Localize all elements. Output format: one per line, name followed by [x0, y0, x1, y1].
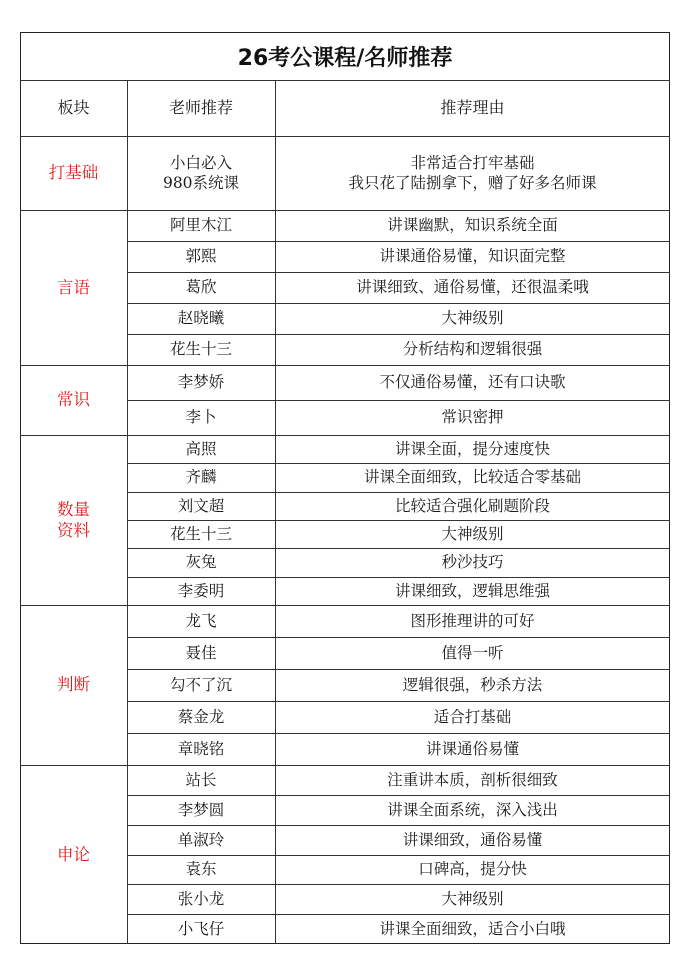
recommend-reason: 讲课全面细致，比较适合零基础	[363, 468, 581, 487]
teacher-name: 郭熙	[185, 247, 217, 266]
recommend-reason: 口碑高，提分快	[418, 860, 527, 879]
teacher-name: 赵晓曦	[177, 309, 225, 328]
teacher-name: 高照	[185, 440, 217, 459]
section-label: 数量 资料	[57, 499, 90, 540]
recommend-reason: 图形推理讲的可好	[410, 611, 535, 630]
teacher-name: 站长	[185, 770, 217, 789]
recommend-reason: 值得一听	[441, 643, 504, 662]
recommend-reason: 讲课幽默，知识系统全面	[387, 216, 558, 235]
recommend-reason: 大神级别	[441, 525, 504, 544]
recommend-reason: 不仅通俗易懂，还有口诀歌	[379, 373, 566, 392]
teacher-name: 灰兔	[185, 553, 217, 572]
teacher-name: 阿里木江	[169, 216, 232, 235]
recommend-reason: 注重讲本质，剖析很细致	[387, 770, 558, 789]
recommend-reason: 大神级别	[441, 890, 504, 909]
teacher-name: 小白必入 980系统课	[162, 153, 240, 192]
teacher-name: 齐麟	[185, 468, 217, 487]
header-teacher: 老师推荐	[168, 97, 233, 117]
recommend-reason: 秒沙技巧	[441, 553, 504, 572]
section-label: 申论	[57, 844, 90, 864]
header-section: 板块	[57, 97, 90, 117]
teacher-name: 花生十三	[169, 525, 232, 544]
recommend-reason: 讲课全面系统，深入浅出	[387, 800, 558, 819]
teacher-name: 李委明	[177, 581, 225, 600]
recommend-reason: 讲课通俗易懂	[425, 739, 519, 758]
recommend-reason: 讲课通俗易懂，知识面完整	[379, 247, 566, 266]
recommend-reason: 讲课细致，通俗易懂	[402, 830, 543, 849]
teacher-name: 李梦娇	[177, 373, 225, 392]
teacher-name: 单淑玲	[177, 830, 225, 849]
recommend-reason: 适合打基础	[433, 707, 512, 726]
section-label: 言语	[57, 277, 90, 297]
header-reason: 推荐理由	[440, 97, 505, 117]
teacher-name: 小飞仔	[177, 920, 225, 938]
recommend-reason: 非常适合打牢基础 我只花了陆捌拿下，赠了好多名师课	[348, 153, 597, 192]
recommend-reason: 讲课细致，逻辑思维强	[394, 581, 550, 600]
recommend-reason: 比较适合强化刷题阶段	[394, 496, 550, 515]
recommend-reason: 讲课细致、通俗易懂，还很温柔哦	[356, 278, 589, 297]
teacher-name: 李梦圆	[177, 800, 225, 819]
recommend-reason: 逻辑很强，秒杀方法	[402, 675, 543, 694]
teacher-name: 花生十三	[169, 340, 232, 359]
teacher-name: 蔡金龙	[177, 707, 225, 726]
teacher-name: 章晓铭	[177, 739, 225, 758]
section-label: 打基础	[48, 163, 99, 183]
section-label: 判断	[57, 675, 90, 695]
recommend-reason: 讲课全面细致，适合小白哦	[379, 920, 566, 938]
teacher-name: 龙飞	[185, 611, 217, 630]
teacher-name: 勾不了沉	[169, 675, 232, 694]
recommend-reason: 常识密押	[441, 408, 504, 427]
teacher-name: 李卜	[185, 408, 217, 427]
recommend-reason: 讲课全面，提分速度快	[394, 440, 550, 459]
recommend-reason: 分析结构和逻辑很强	[402, 340, 543, 359]
teacher-name: 聂佳	[185, 643, 217, 662]
teacher-name: 张小龙	[177, 890, 225, 909]
teacher-name: 袁东	[185, 860, 217, 879]
teacher-name: 葛欣	[185, 278, 217, 297]
recommend-reason: 大神级别	[441, 309, 504, 328]
page-title: 26考公课程/名师推荐	[237, 45, 453, 71]
section-label: 常识	[57, 390, 90, 410]
teacher-name: 刘文超	[177, 496, 225, 515]
